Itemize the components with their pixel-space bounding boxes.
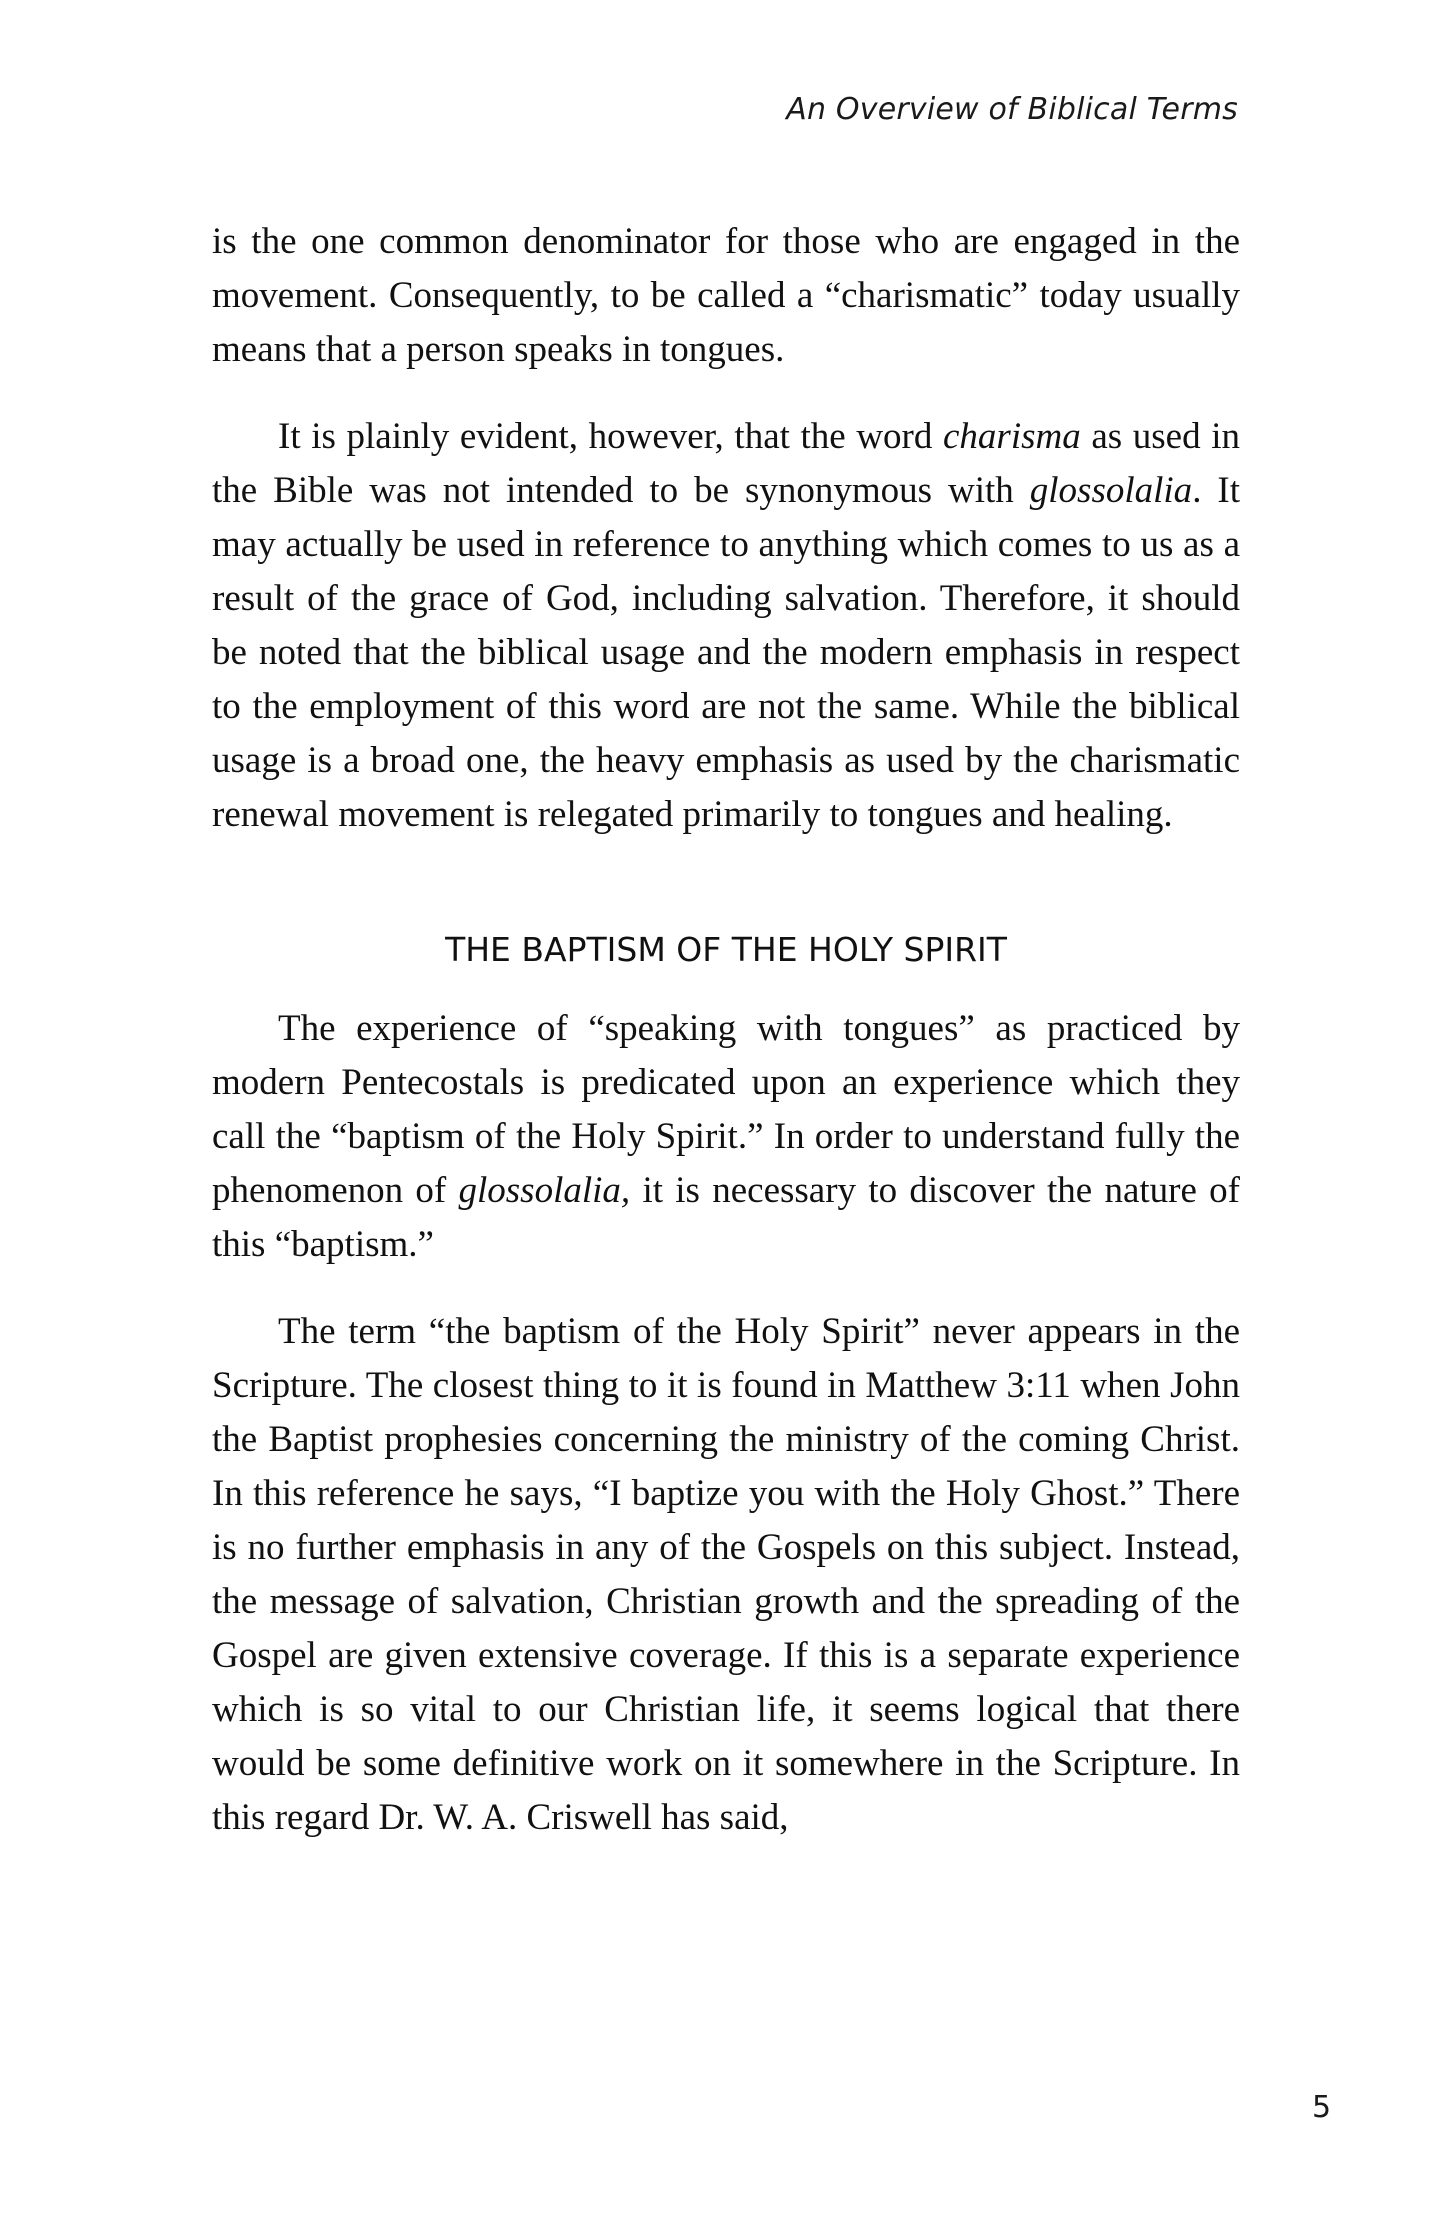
text-run: it is necessary to discover the nature of this “baptism.”	[212, 1170, 1240, 1265]
text-run: is the one common denominator for those who are engaged in the movement. Consequently, to be called a “charismatic” today usually means that a person speaks in tongues.	[212, 221, 1240, 370]
section-heading: THE BAPTISM OF THE HOLY SPIRIT	[445, 930, 1007, 969]
page-body	[212, 215, 1240, 1845]
italic-term: glossolalia,	[458, 1170, 631, 1211]
body-paragraph	[212, 1002, 1240, 1272]
paragraphs-before-heading	[212, 215, 1240, 842]
body-paragraph	[212, 1305, 1240, 1845]
page-number: 5	[1312, 2090, 1332, 2125]
text-run: as used in the Bible was not intended to be synonymous with	[212, 416, 1240, 511]
paragraphs-after-heading	[212, 1002, 1240, 1845]
text-run: The experience of “speaking with tongues” as practiced by modern Pentecostals is predicated upon an experience which they call the “baptism of the Holy Spirit.” In order to understand fully the phenomenon of	[212, 1008, 1240, 1211]
running-header-title: An Overview of Biblical Terms	[786, 92, 1238, 127]
body-paragraph	[212, 410, 1240, 842]
italic-term: charisma	[943, 416, 1081, 457]
italic-term: glossolalia	[1029, 470, 1193, 511]
text-run: . It may actually be used in reference to anything which comes to us as a result of the grace of God, including salvation. Therefore, it should be noted that the biblical usage and the modern emphasis in respect to the employment of this word are not the same. While the biblical usage is a broad one, the heavy emphasis as used by the charismatic renewal movement is relegated primarily to tongues and healing.	[212, 470, 1240, 835]
text-run: The term “the baptism of the Holy Spirit” never appears in the Scripture. The closest thing to it is found in Matthew 3:11 when John the Baptist prophesies concerning the ministry of the coming Christ. In this reference he says, “I baptize you with the Holy Ghost.” There is no further emphasis in any of the Gospels on this subject. Instead, the message of salvation, Christian growth and the spreading of the Gospel are given extensive coverage. If this is a separate experience which is so vital to our Christian life, it seems logical that there would be some definitive work on it somewhere in the Scripture. In this regard Dr. W. A. Criswell has said,	[212, 1311, 1240, 1838]
text-run: It is plainly evident, however, that the word	[278, 416, 943, 457]
body-paragraph	[212, 215, 1240, 377]
